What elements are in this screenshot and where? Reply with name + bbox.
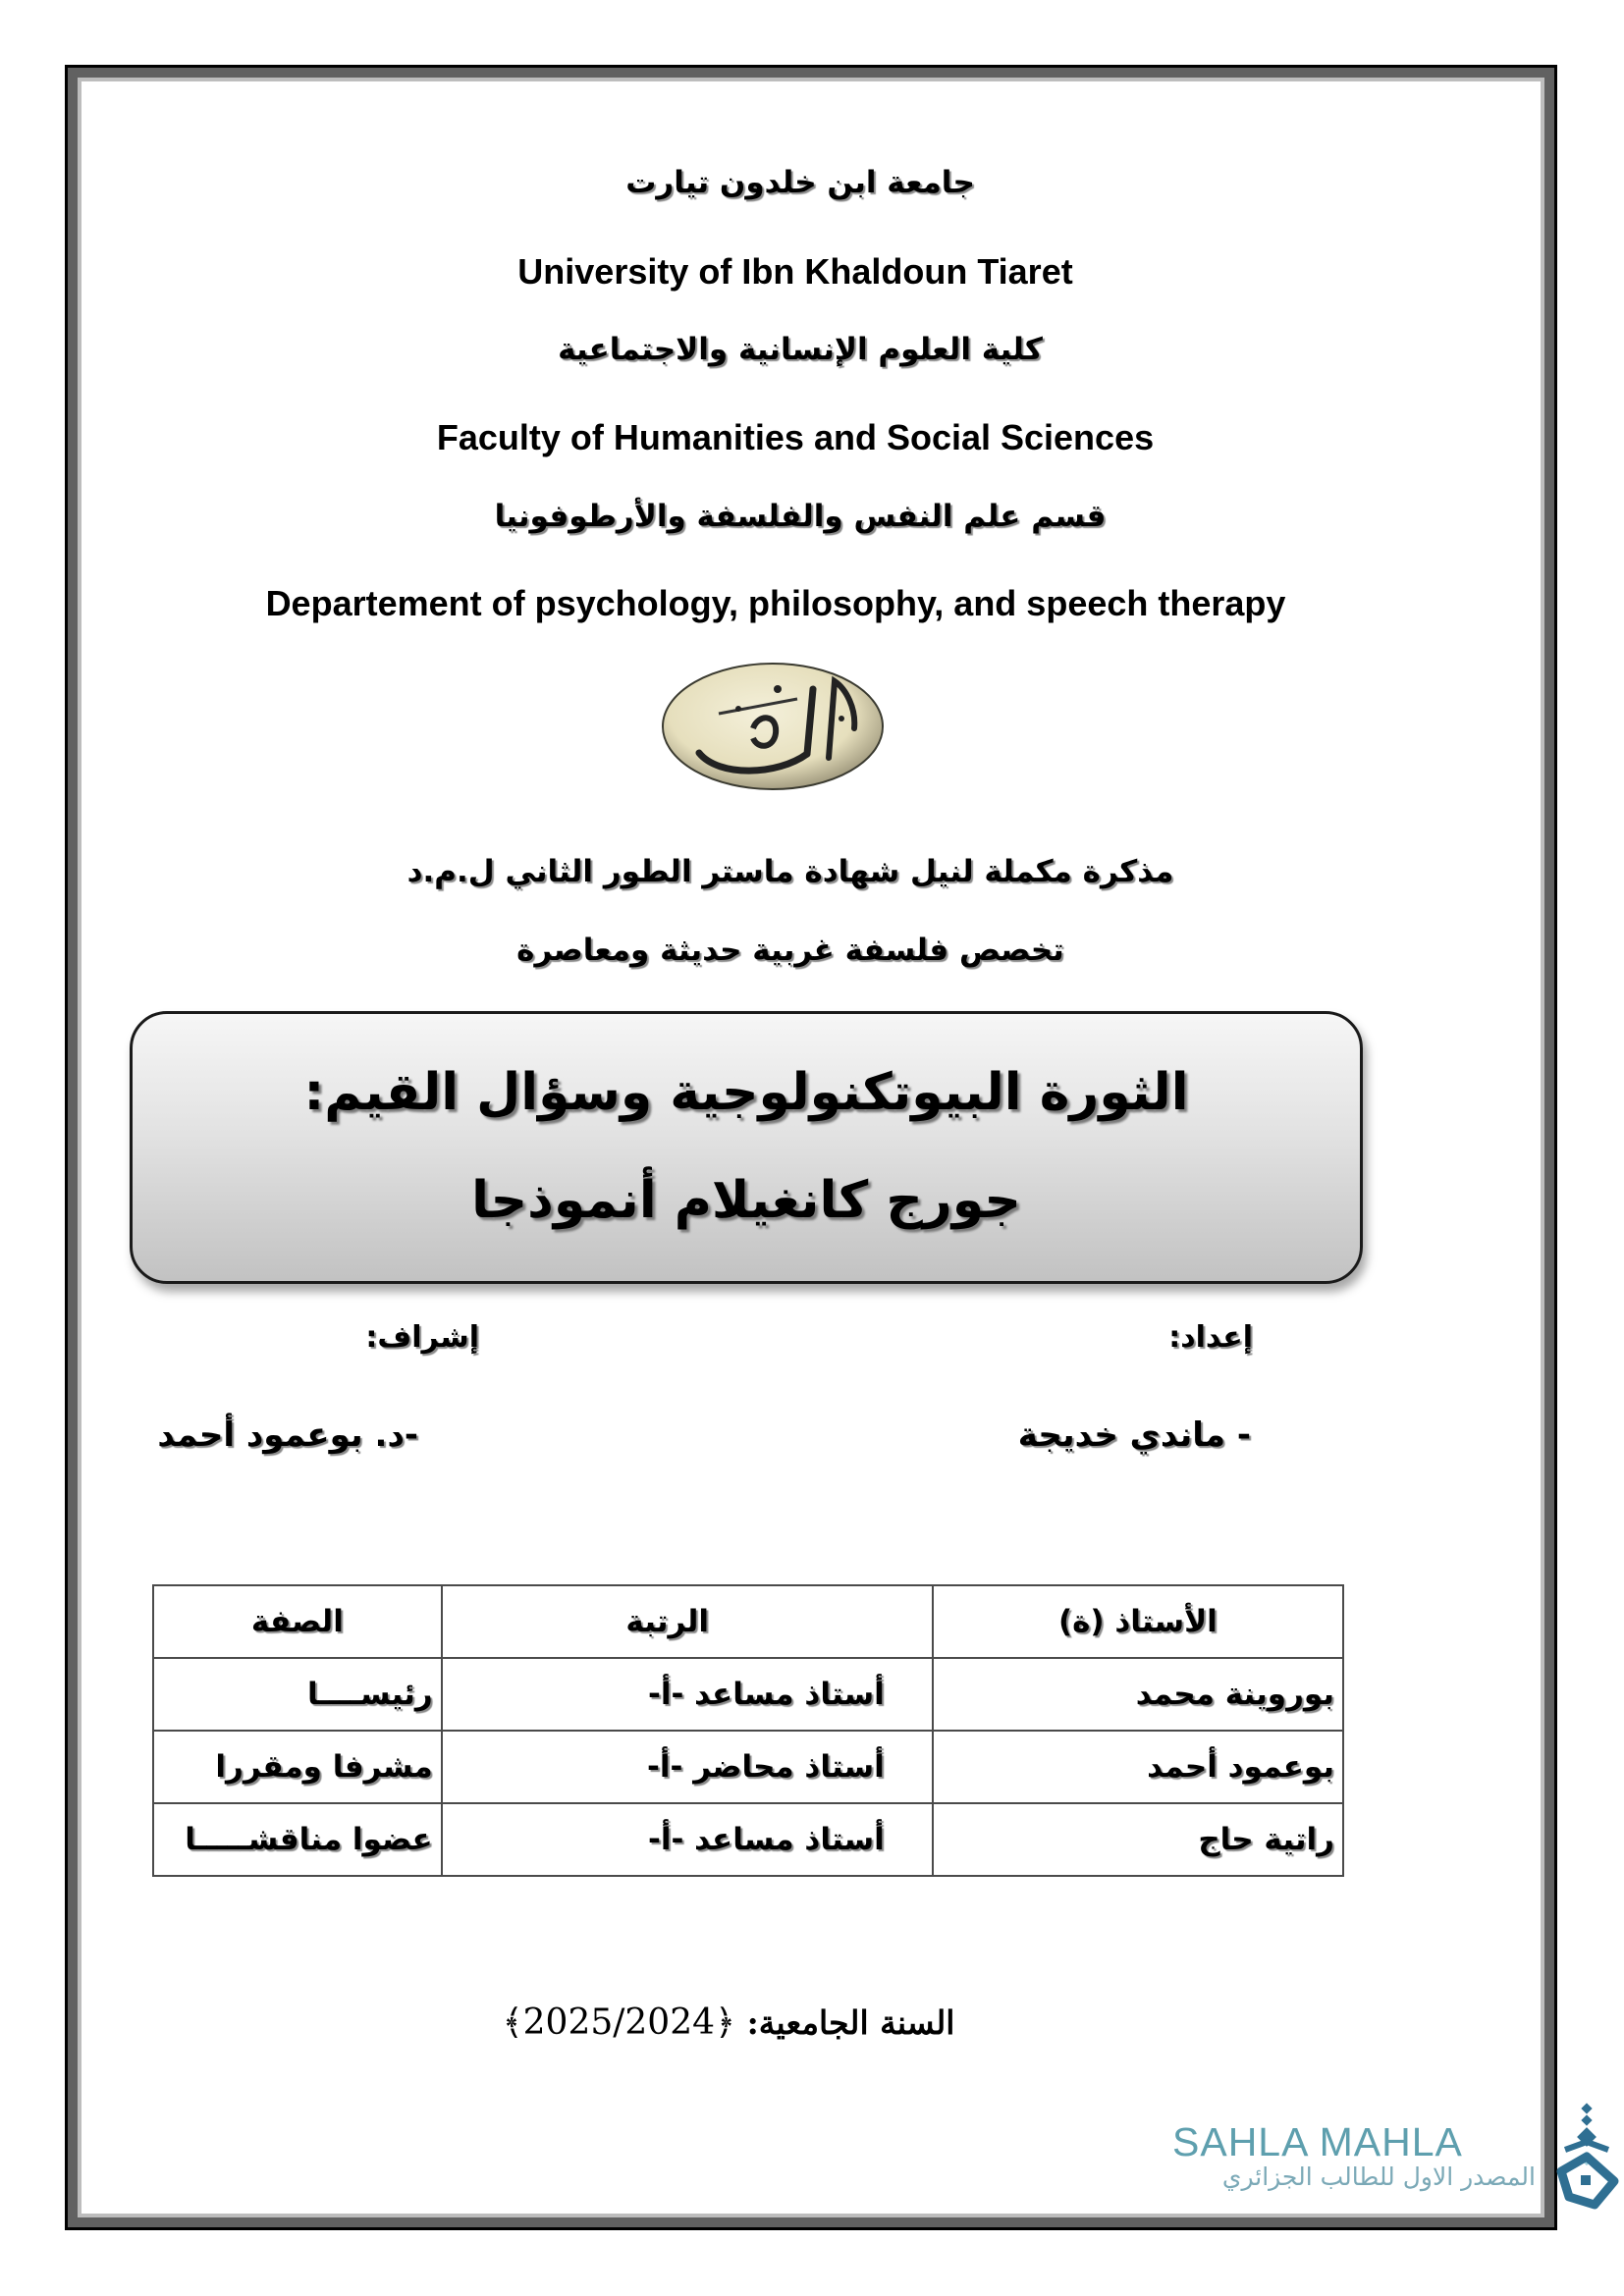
supervision-label: إشراف: (365, 1320, 479, 1355)
professor-role: مشرفا ومقررا (153, 1731, 442, 1803)
department-name-ar: قسم علم النفس والفلسفة والأرطوفونيا (494, 499, 1107, 534)
watermark-tagline: المصدر الاول للطالب الجزائري (1221, 2163, 1536, 2191)
professor-rank: أستاذ مساعد -أ- (442, 1803, 933, 1876)
professor-name: بوعمود أحمد (933, 1731, 1343, 1803)
professor-role: عضوا مناقشـــــا (153, 1803, 442, 1876)
professor-rank: أستاذ مساعد -أ- (442, 1658, 933, 1731)
watermark-brand: SAHLA MAHLA (1172, 2119, 1463, 2164)
professor-rank: أستاذ محاضر -أ- (442, 1731, 933, 1803)
thesis-title-line-1: الثورة البيوتكنولوجية وسؤال القيم: (303, 1063, 1189, 1122)
academic-year-label: السنة الجامعية: (746, 2003, 955, 2042)
table-row (153, 1658, 1343, 1731)
professor-name: راتية حاج (933, 1803, 1343, 1876)
column-header-rank: الرتبة (442, 1585, 933, 1658)
prepared-by-label: إعداد: (1168, 1320, 1253, 1355)
faculty-name-ar: كلية العلوم الإنسانية والاجتماعية (558, 332, 1043, 367)
jury-table (152, 1584, 1344, 1877)
table-row (153, 1803, 1343, 1876)
professor-name: بوروينة محمد (933, 1658, 1343, 1731)
table-row (153, 1731, 1343, 1803)
supervisor-name: -د. بوعمود أحمد (157, 1415, 418, 1455)
thesis-title-line-2: جورج كانغيلام أنموذجا (471, 1171, 1021, 1230)
university-seal-icon (660, 660, 886, 792)
watermark (1172, 2120, 1536, 2191)
watermark-logo-icon (1555, 2103, 1620, 2215)
degree-statement: مذكرة مكملة لنيل شهادة ماستر الطور الثاني ل.م.د (406, 854, 1174, 889)
faculty-name-en: Faculty of Humanities and Social Sciences (436, 417, 1155, 457)
specialty: تخصص فلسفة غربية حديثة ومعاصرة (516, 933, 1064, 968)
column-header-role: الصفة (153, 1585, 442, 1658)
academic-year-value: ﴿2025/2024﴾ (502, 2002, 736, 2043)
table-header-row (153, 1585, 1343, 1658)
department-name-en: Departement of psychology, philosophy, and speech therapy (265, 583, 1286, 623)
university-name-en: University of Ibn Khaldoun Tiaret (517, 251, 1073, 292)
thesis-title-box (130, 1011, 1363, 1284)
professor-role: رئيســــا (153, 1658, 442, 1731)
university-name-ar: جامعة ابن خلدون تيارت (625, 165, 975, 200)
academic-year (0, 2002, 1457, 2043)
student-name: - ماندي خديجة (1017, 1415, 1251, 1455)
column-header-professor: الأستاذ (ة) (933, 1585, 1343, 1658)
